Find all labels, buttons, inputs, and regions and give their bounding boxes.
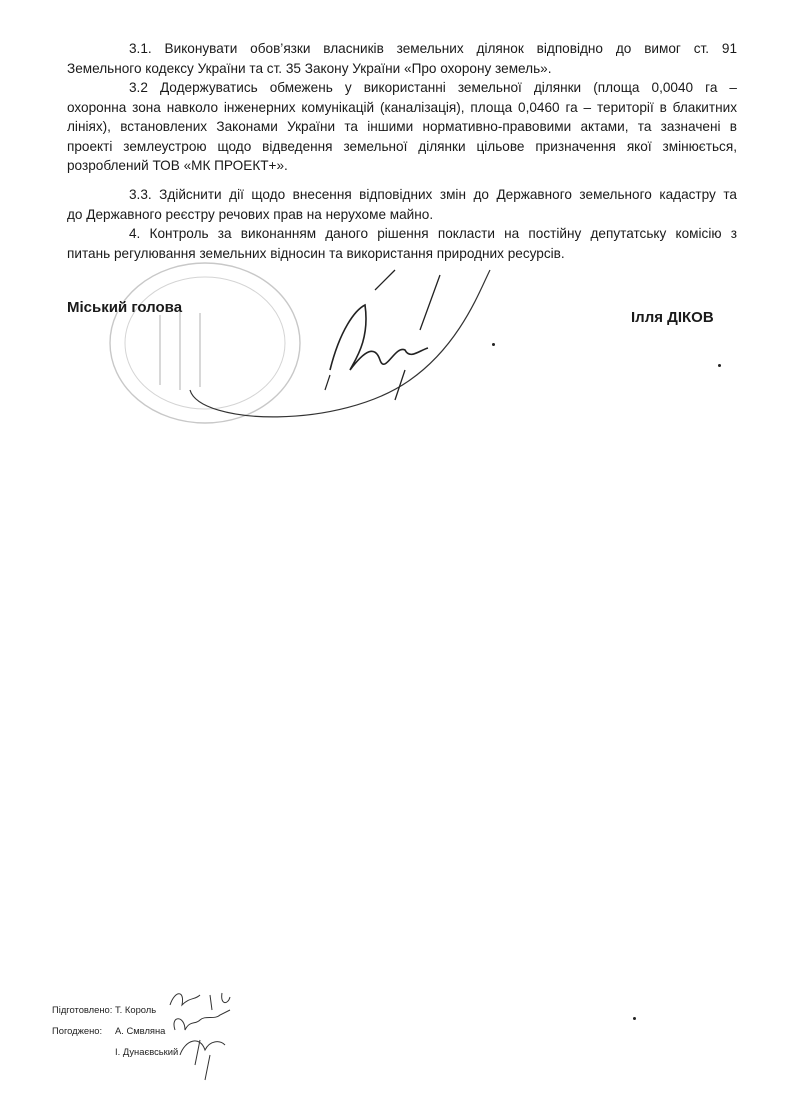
scan-speck [492, 343, 495, 346]
text-line: питань регулювання земельних відносин та використання природних ресурсів. [67, 245, 565, 261]
agreed-name-1: А. Смвляна [115, 1025, 166, 1036]
prepared-name: Т. Король [115, 1004, 157, 1015]
paragraph-3-3 [67, 185, 737, 224]
text-line: Земельного кодексу України та ст. 35 Закону України «Про охорону земель». [67, 60, 552, 76]
text-line: 3.3. Здійснити дії щодо внесення відповідних змін до Державного земельного кадастру та [129, 187, 737, 202]
signature-name: Ілля ДІКОВ [631, 309, 714, 326]
prepared-label: Підготовлено: [52, 1004, 113, 1015]
text-line: розроблений ТОВ «МК ПРОЕКТ+». [67, 158, 288, 174]
handwritten-signature [180, 250, 500, 430]
paragraph-3-1 [67, 39, 737, 78]
signature-title: Міський голова [67, 299, 183, 316]
agreed-name-2: І. Дунаєвський [115, 1046, 179, 1057]
text-line: 4. Контроль за виконанням даного рішення покласти на постійну депутатську комісію з [129, 226, 737, 241]
text-line: лініях), встановлених Законами України та іншими нормативно-правовими актами, та зазначені в [67, 119, 737, 135]
paragraph-3-2 [67, 78, 737, 176]
text-line: охоронна зона навколо інженерних комунікацій (каналізація), площа 0,0460 га – території в блакитних [67, 99, 737, 115]
scan-speck [718, 364, 721, 367]
agreed-label: Погоджено: [52, 1025, 103, 1036]
text-line: 3.2 Додержуватись обмежень у використанні земельної ділянки (площа 0,0040 га – [129, 80, 737, 95]
text-line: проекті землеустрою щодо відведення земельної ділянки цільове призначення якої змінюється, [67, 138, 737, 154]
footer-initials-signature [160, 985, 250, 1085]
scan-speck [633, 1017, 636, 1020]
text-line: до Державного реєстру речових прав на нерухоме майно. [67, 206, 434, 222]
text-line: 3.1. Виконувати обов’язки власників земельних ділянок відповідно до вимог ст. 91 [129, 41, 737, 56]
